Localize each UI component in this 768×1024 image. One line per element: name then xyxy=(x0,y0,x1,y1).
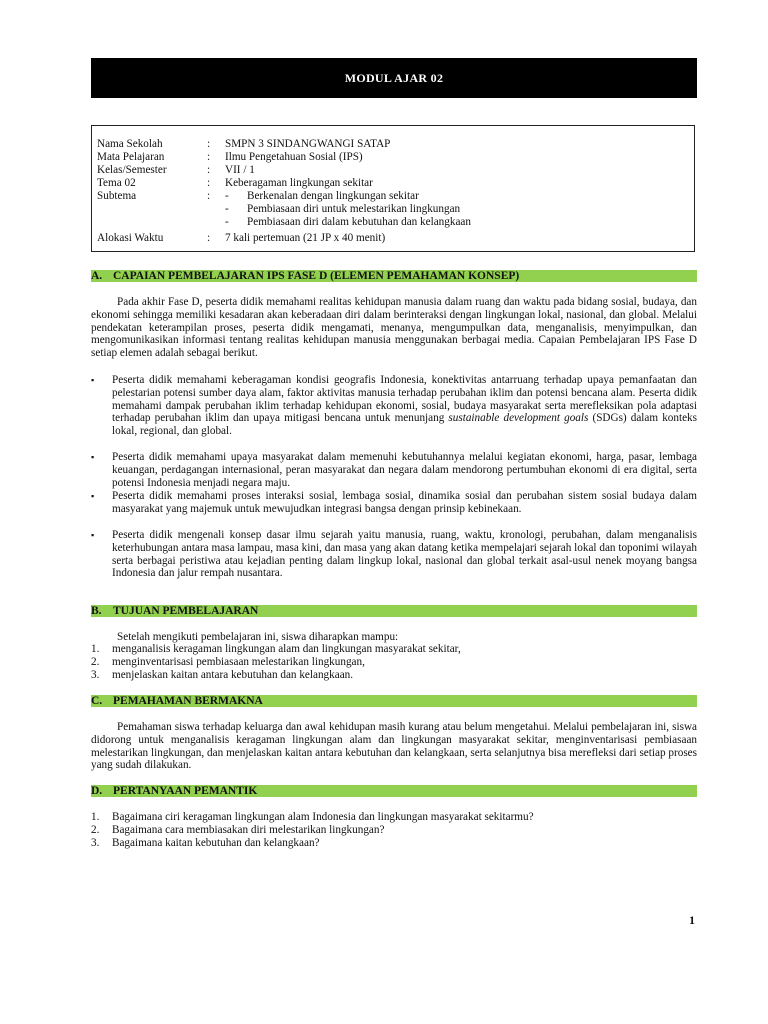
list-number: 3. xyxy=(91,837,100,849)
bullet-text: Peserta didik memahami proses interaksi sosial, lembaga sosial, dinamika sosial dan perubahan sistem sosial budaya dalam masyarakat yang majemuk untuk mewujudkan integrasi bangsa dengan prinsip kebinekaan. xyxy=(112,490,697,515)
subtema-item: Pembiasaan diri dalam kebutuhan dan kelangkaan xyxy=(247,216,471,228)
section-title: CAPAIAN PEMBELAJARAN IPS FASE D (ELEMEN PEMAHAMAN KONSEP) xyxy=(113,270,520,282)
list-text: Bagaimana kaitan kebutuhan dan kelangkaan? xyxy=(112,837,320,849)
section-a-intro xyxy=(91,296,697,360)
section-heading-b xyxy=(91,605,697,617)
list-number: 2. xyxy=(91,656,100,668)
info-label: Mata Pelajaran xyxy=(97,151,165,163)
bullet-text: Peserta didik mengenali konsep dasar ilmu sejarah yaitu manusia, ruang, waktu, kronologi, perubahan, dalam menganalisis keterhubungan antara masa lampau, masa kini, dan masa yang akan datang ketika mempelajari sejarah lokal dan toponimi wilayah serta berbagai peristiwa atau kejadian penting dalam lingkup lokal, nasional dan global terkait asal-usul nenek moyang bangsa Indonesia dan jalur rempah nusantara. xyxy=(112,529,697,580)
section-c-text xyxy=(91,721,697,772)
info-row-subtema xyxy=(97,190,687,230)
list-text: menginventarisasi pembiasaan melestarikan lingkungan, xyxy=(112,656,365,668)
section-b-intro xyxy=(91,631,697,644)
list-number: 2. xyxy=(91,824,100,836)
section-number: A. xyxy=(91,270,103,282)
subtema-item: Berkenalan dengan lingkungan sekitar xyxy=(247,190,419,202)
info-value: 7 kali pertemuan (21 JP x 40 menit) xyxy=(225,232,386,244)
bullet-marker: ▪ xyxy=(91,491,95,501)
info-colon: : xyxy=(207,164,211,176)
info-value: SMPN 3 SINDANGWANGI SATAP xyxy=(225,138,391,150)
section-title: TUJUAN PEMBELAJARAN xyxy=(113,605,259,617)
bullet-text-part: (SDGs) dalam konteks lokal, regional, dan global. xyxy=(112,412,697,438)
module-title: MODUL AJAR 02 xyxy=(344,70,444,85)
info-value: Ilmu Pengetahuan Sosial (IPS) xyxy=(225,151,363,163)
info-colon: : xyxy=(207,190,211,202)
subtema-dash: - xyxy=(225,216,229,228)
info-colon: : xyxy=(207,138,211,150)
bullet-marker: ▪ xyxy=(91,530,95,540)
subtema-dash: - xyxy=(225,203,229,215)
module-title-bar xyxy=(91,58,697,98)
subtema-item: Pembiasaan diri untuk melestarikan lingkungan xyxy=(247,203,461,215)
bullet-text-italic: sustainable development goals xyxy=(448,412,589,425)
info-label: Subtema xyxy=(97,190,137,202)
subtema-dash: - xyxy=(225,190,229,202)
info-value: Keberagaman lingkungan sekitar xyxy=(225,177,373,189)
info-colon: : xyxy=(207,151,211,163)
info-colon: : xyxy=(207,177,211,189)
list-text: menjelaskan kaitan antara kebutuhan dan kelangkaan. xyxy=(112,669,354,681)
section-number: D. xyxy=(91,785,103,797)
info-label: Alokasi Waktu xyxy=(97,232,164,244)
intro-text: Setelah mengikuti pembelajaran ini, siswa diharapkan mampu: xyxy=(117,631,399,643)
paragraph-text: Pemahaman siswa terhadap keluarga dan awal kehidupan masih kurang atau belum mengetahui. Melalui pembelajaran ini, siswa didorong untuk menganalisis keragaman lingkungan alam dan lingkungan masyarakat sekitar, menginventarisasi pembiasaan melestarikan lingkungan, dan menjelaskan kaitan antara kebutuhan dan kelangkaan, serta selanjutnya bisa merefleksi dari setiap proses yang sudah dilakukan. xyxy=(91,721,697,772)
bullet-text: Peserta didik memahami upaya masyarakat dalam memenuhi kebutuhannya melalui kegiatan ekonomi, harga, pasar, lembaga keuangan, perdagangan internasional, peran masyarakat dan negara dalam mendorong pertumbuhan ekonomi di era digital, serta potensi Indonesia menjadi negara maju. xyxy=(112,451,697,489)
bullet-text xyxy=(112,374,697,438)
list-text: Bagaimana cara membiasakan diri melestarikan lingkungan? xyxy=(112,824,385,836)
intro-text: Pada akhir Fase D, peserta didik memahami realitas kehidupan manusia dalam ruang dan waktu pada bidang sosial, budaya, dan ekonomi sehingga memiliki kesadaran akan keberadaan diri dalam berinteraksi dengan lingkungan lokal, nasional, dan global. Melalui pendekatan keterampilan proses, peserta didik mengamati, menanya, mengumpulkan data, menganalisis, menyimpulkan, dan mengomunikasikan informasi tentang realitas kehidupan manusia menggunakan berbagai media. Capaian Pembelajaran IPS Fase D setiap elemen adalah sebagai berikut. xyxy=(91,296,697,360)
list-text: Bagaimana ciri keragaman lingkungan alam Indonesia dan lingkungan masyarakat sekitarmu? xyxy=(112,811,534,823)
info-label: Nama Sekolah xyxy=(97,138,163,150)
page-number: 1 xyxy=(689,913,695,927)
list-number: 3. xyxy=(91,669,100,681)
list-number: 1. xyxy=(91,643,100,655)
list-number: 1. xyxy=(91,811,100,823)
section-number: B. xyxy=(91,605,102,617)
section-title: PEMAHAMAN BERMAKNA xyxy=(113,695,263,707)
section-heading-d xyxy=(91,785,697,797)
school-info-box xyxy=(91,125,695,252)
section-title: PERTANYAAN PEMANTIK xyxy=(113,785,258,797)
info-value: VII / 1 xyxy=(225,164,255,176)
info-colon: : xyxy=(207,232,211,244)
section-heading-c xyxy=(91,695,697,707)
bullet-marker: ▪ xyxy=(91,375,95,385)
list-text: menganalisis keragaman lingkungan alam dan lingkungan masyarakat sekitar, xyxy=(112,643,461,655)
info-label: Kelas/Semester xyxy=(97,164,167,176)
bullet-marker: ▪ xyxy=(91,452,95,462)
info-label: Tema 02 xyxy=(97,177,136,189)
section-number: C. xyxy=(91,695,103,707)
bullet-text-part: Peserta didik memahami keberagaman kondisi geografis Indonesia, konektivitas antarruang terhadap upaya pemanfaatan dan pelestarian potensi sumber daya alam, faktor aktivitas manusia terhadap perubahan iklim dan potensi bencana alam. Peserta didik memahami dampak perubahan iklim terhadap kehidupan ekonomi, sosial, budaya masyarakat serta merefleksikan pola adaptasi terhadap perubahan iklim dan upaya mitigasi bencana untuk menunjang xyxy=(112,374,697,425)
section-heading-a xyxy=(91,270,697,282)
